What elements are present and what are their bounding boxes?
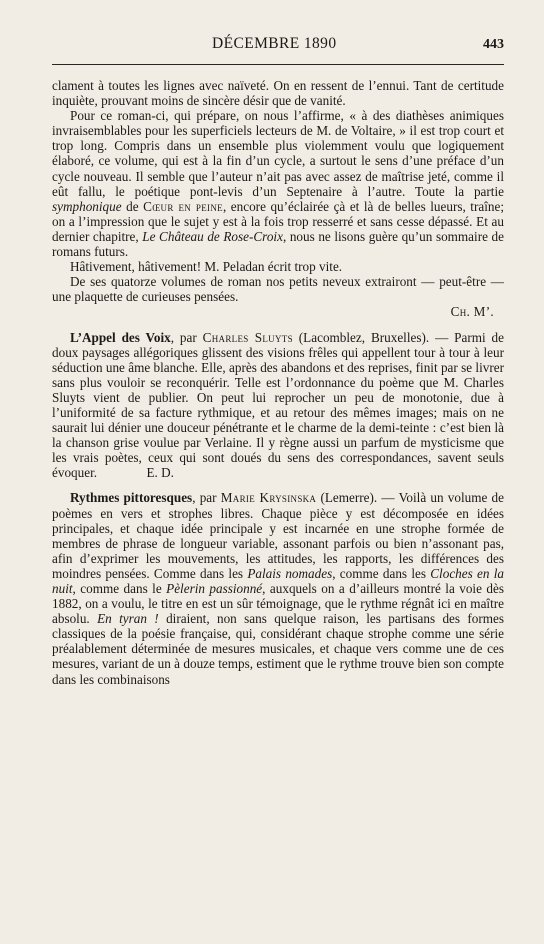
header-rule [52,64,504,65]
review3-italic-cloches: Cloches en la nuit [52,565,505,596]
text-column [52,78,504,687]
review3-paragraph [52,490,504,686]
review1-p2-book-title: Cœur en peine [143,198,223,214]
spacer [52,480,504,490]
review3-body-4: , auxquels on a d’ailleurs montré la voie dès 1882, on a voulu, le titre en est un sûr témoignage, que le rythme régnât ici en maître absolu. [52,581,504,627]
review2-by: , par [170,329,203,345]
review1-p2-text-a: Pour ce roman-ci, qui prépare, on nous l’affirme, « à des diathèses animiques invraisemblables pour les superficiels lecteurs de M. de Voltaire, » il est trop court et trop long. Compris dans un ensemble plus violemment voulu que logiquement élaboré, ce volume, qui est à la fin d’un cycle, a surtout le sens d’une préface d’un cycle nouveau. Il semble que l’auteur n’ait pas avec assez de maîtrise jeté, comme il eût fallu, le poétique pont-levis d’un Septenaire à l’autre. Toute la partie [52,108,504,199]
review3-by: , par [192,490,221,506]
review3-italic-palais-nomades: Palais nomades [247,565,333,581]
review1-signature: Ch. M’. [450,304,494,320]
review1-paragraph-3: Hâtivement, hâtivement! M. Peladan écrit trop vite. [70,259,343,275]
review3-italic-pelerin: Pèlerin passionné [166,581,263,596]
review3-italic-en-tyran: En tyran ! [97,611,159,627]
review1-paragraph-2 [52,108,504,259]
review1-paragraph-4: De ses quatorze volumes de roman nos petits neveux extrairont — peut-être — une plaquette de curieuses pensées. [52,274,504,305]
review2-body: Parmi de doux paysages allégoriques glissent des visions frêles qui appellent tour à tour à leur séduction une âme blanche. Elle, après des abandons et des reprises, finit par se livrer sans plus vouloir se reconquérir. Telle est l’ordonnance du poème que M. Charles Sluyts vient de publier. On peut lui reprocher un peu de monotonie, due à l’uniformité de sa facture rythmique, et au retour des mêmes images; mais on ne saurait lui dénier une douceur pénétrante et le charme de la demi-teinte : c’est bien là la chanson grise voulue par Verlaine. Il y règne aussi un parfum de mysticisme que les vrais poètes, ceux qui sont doués du sens des correspondances, savent seuls évoquer. [52,329,504,481]
review3-body-3: , comme dans le [72,581,167,596]
review3-title: Rythmes pittoresques [70,490,193,506]
review2-title: L’Appel des Voix [70,329,171,345]
review1-p2-text-e: , encore qu’éclairée çà et là de belles lueurs, traîne; on a l’impression que le sujet y est à la fois trop resserré et sans cesse dépassé. Et au dernier chapitre, [52,198,504,244]
review1-p2-text-c: de [121,198,144,214]
review2-publisher: (Lacomblez, Bruxelles). — [292,329,455,345]
review2-paragraph [52,330,504,481]
review2-author: Charles Sluyts [202,329,293,345]
review1-p2-text-g: , nous ne lisons guère qu’un sommaire de romans futurs. [52,228,504,260]
review1-paragraph-1: clament à toutes les lignes avec naïveté. On en ressent de l’ennui. Tant de certitude inquiète, prouvant moins de sincère désir que de vanité. [52,78,504,109]
review3-body-2: , comme dans les [332,565,431,581]
review1-p2-italic-symphonique: symphonique [52,198,122,214]
review2-signature [97,465,174,480]
review2-signature-text: E. D. [146,465,174,481]
review3-body-1: Voilà un volume de poèmes en vers et strophes libres. Chaque pièce y est décomposée en idées principales, et chaque idée principale y est incarnée en une strophe formée de membres de phrase de longueur variable, assonant parfois ou bien n’assonant pas, afin d’exprimer les mouvements, les attitudes, les rapports, les différences des moindres pensées. Comme dans les [52,490,505,581]
header-month: DÉCEMBRE 1890 [212,35,337,52]
review3-body-5: diraient, non sans quelque raison, les partisans des formes classiques de la poésie française, qui, considérant chaque strophe comme une série préalablement déterminée de mesures musicales, et chaque vers comme une de ces mesures, variant de un à douze temps, estiment que le rythme trouve bien son compte dans les combinaisons [52,611,504,687]
spacer [52,320,504,330]
review1-p2-chapter-title: Le Château de Rose-Croix [142,228,283,244]
running-header [0,35,544,59]
review3-author: Marie Krysinska [220,490,317,506]
review3-publisher: (Lemerre). — [316,490,399,506]
page-number: 443 [483,37,504,52]
